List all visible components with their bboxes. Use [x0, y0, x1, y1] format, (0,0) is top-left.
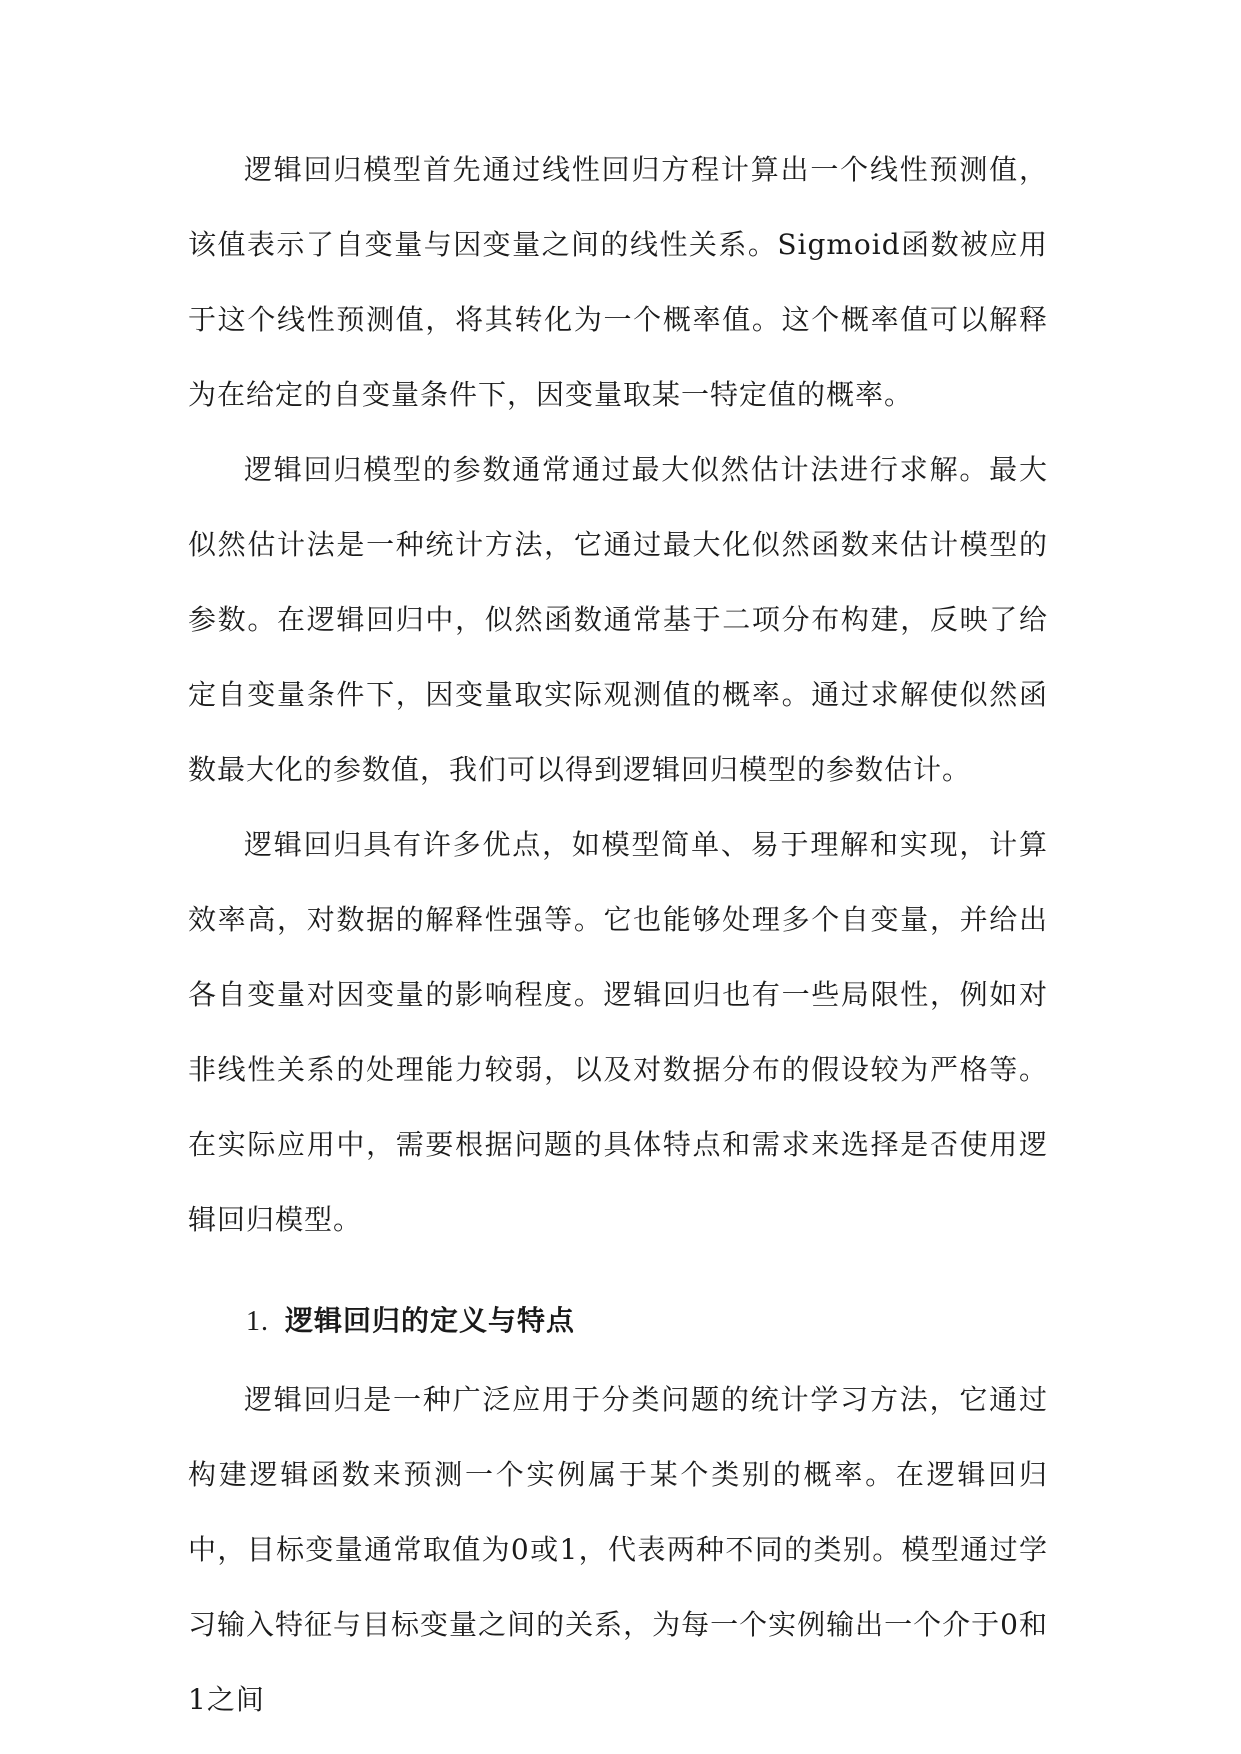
document-page	[188, 132, 1048, 1737]
paragraph-maximum-likelihood: 逻辑回归模型的参数通常通过最大似然估计法进行求解。最大似然估计法是一种统计方法，它通过最大化似然函数来估计模型的参数。在逻辑回归中，似然函数通常基于二项分布构建，反映了给定自变量条件下，因变量取实际观测值的概率。通过求解使似然函数最大化的参数值，我们可以得到逻辑回归模型的参数估计。	[188, 453, 1048, 786]
paragraph-advantages-limitations: 逻辑回归具有许多优点，如模型简单、易于理解和实现，计算效率高，对数据的解释性强等。它也能够处理多个自变量，并给出各自变量对因变量的影响程度。逻辑回归也有一些局限性，例如对非线性关系的处理能力较弱，以及对数据分布的假设较为严格等。在实际应用中，需要根据问题的具体特点和需求来选择是否使用逻辑回归模型。	[188, 828, 1048, 1236]
section-heading	[188, 1287, 1048, 1356]
section-number: 1.	[246, 1306, 269, 1337]
section-title: 逻辑回归的定义与特点	[285, 1304, 576, 1337]
paragraph-definition: 逻辑回归是一种广泛应用于分类问题的统计学习方法，它通过构建逻辑函数来预测一个实例属于某个类别的概率。在逻辑回归中，目标变量通常取值为0或1，代表两种不同的类别。模型通过学习输入特征与目标变量之间的关系，为每一个实例输出一个介于0和1之间	[188, 1383, 1048, 1716]
section-spacer	[188, 1257, 1048, 1279]
paragraph-linear-prediction: 逻辑回归模型首先通过线性回归方程计算出一个线性预测值，该值表示了自变量与因变量之间的线性关系。Sigmoid函数被应用于这个线性预测值，将其转化为一个概率值。这个概率值可以解释为在给定的自变量条件下，因变量取某一特定值的概率。	[188, 153, 1048, 411]
